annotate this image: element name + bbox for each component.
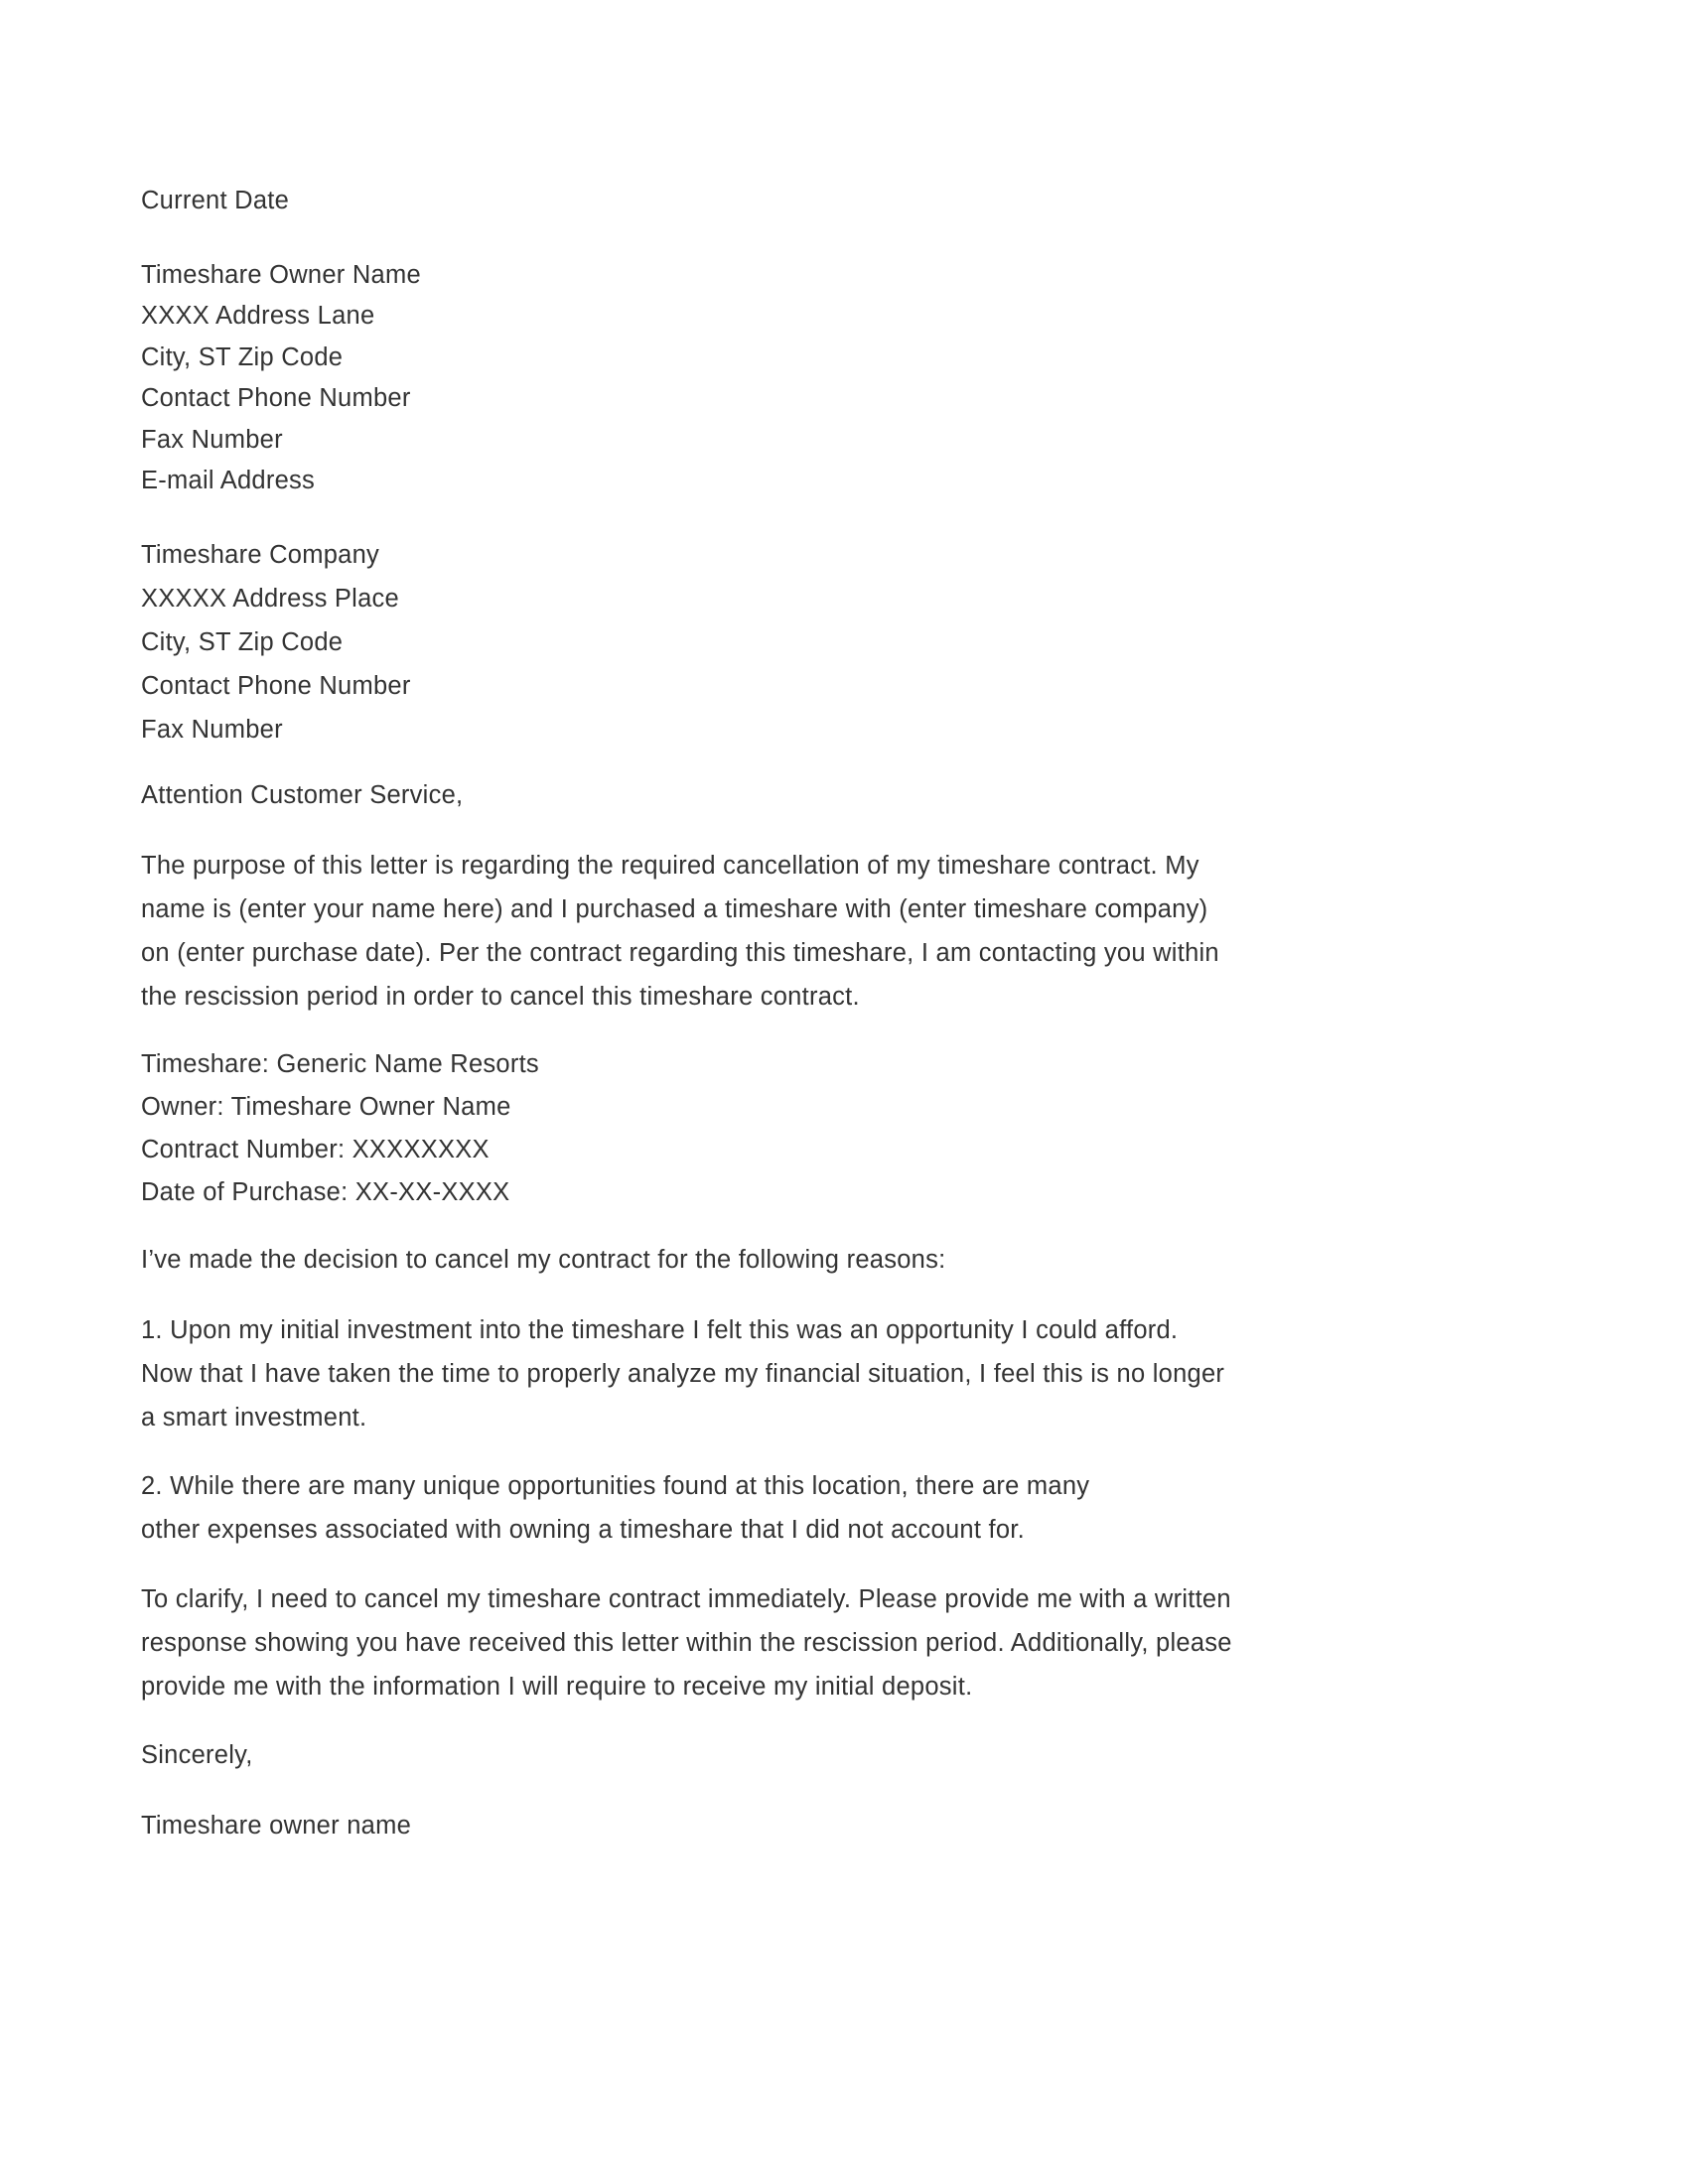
sign-off-line: Sincerely, — [141, 1740, 253, 1769]
reason-1-line-3: a smart investment. — [141, 1403, 367, 1432]
detail-owner: Owner: Timeshare Owner Name — [141, 1093, 511, 1121]
intro-paragraph — [141, 844, 1462, 1019]
reasons-lead-in — [141, 1240, 1462, 1282]
closing-request-line-2: response showing you have received this letter within the rescission period. Additionally, please — [141, 1628, 1232, 1657]
sign-off — [141, 1735, 1462, 1777]
sender-address-block — [141, 255, 1462, 502]
detail-timeshare: Timeshare: Generic Name Resorts — [141, 1050, 539, 1078]
reason-item-2 — [141, 1464, 1462, 1552]
intro-line-2: name is (enter your name here) and I purchased a timeshare with (enter timeshare company) — [141, 895, 1208, 923]
current-date-line: Current Date — [141, 187, 290, 214]
contract-details-block — [141, 1043, 1462, 1214]
recipient-street: XXXXX Address Place — [141, 584, 399, 613]
closing-request-line-3: provide me with the information I will require to receive my initial deposit. — [141, 1672, 973, 1701]
reason-item-1 — [141, 1308, 1462, 1439]
intro-line-3: on (enter purchase date). Per the contract regarding this timeshare, I am contacting you within — [141, 939, 1219, 967]
sender-name: Timeshare Owner Name — [141, 260, 421, 289]
reasons-lead-in-line: I’ve made the decision to cancel my contract for the following reasons: — [141, 1246, 946, 1274]
reason-1-line-1: 1. Upon my initial investment into the timeshare I felt this was an opportunity I could afford. — [141, 1315, 1179, 1344]
intro-line-1: The purpose of this letter is regarding the required cancellation of my timeshare contract. My — [141, 852, 1199, 880]
sender-phone: Contact Phone Number — [141, 384, 411, 412]
reason-2-line-1: 2. While there are many unique opportunities found at this location, there are many — [141, 1471, 1090, 1500]
date-block — [141, 181, 1462, 222]
recipient-address-block — [141, 533, 1462, 751]
detail-contract-number: Contract Number: XXXXXXXX — [141, 1136, 490, 1163]
recipient-city-state-zip: City, ST Zip Code — [141, 627, 344, 656]
sender-city-state-zip: City, ST Zip Code — [141, 342, 344, 371]
salutation — [141, 775, 1462, 817]
letter-body — [141, 181, 1462, 1847]
closing-request-line-1: To clarify, I need to cancel my timeshare contract immediately. Please provide me with a written — [141, 1584, 1231, 1613]
sender-street: XXXX Address Lane — [141, 302, 375, 330]
recipient-fax: Fax Number — [141, 715, 283, 744]
signature-block — [141, 1806, 1462, 1847]
signature-name: Timeshare owner name — [141, 1812, 412, 1840]
sender-fax: Fax Number — [141, 425, 283, 454]
recipient-company: Timeshare Company — [141, 540, 380, 569]
closing-request-paragraph — [141, 1577, 1462, 1708]
detail-date-of-purchase: Date of Purchase: XX-XX-XXXX — [141, 1178, 510, 1206]
salutation-line: Attention Customer Service, — [141, 780, 464, 809]
reason-2-line-2: other expenses associated with owning a timeshare that I did not account for. — [141, 1515, 1025, 1544]
recipient-phone: Contact Phone Number — [141, 671, 411, 700]
intro-line-4: the rescission period in order to cancel this timeshare contract. — [141, 983, 860, 1011]
sender-email: E-mail Address — [141, 467, 316, 494]
reason-1-line-2: Now that I have taken the time to properly analyze my financial situation, I feel this is no longer — [141, 1359, 1225, 1388]
